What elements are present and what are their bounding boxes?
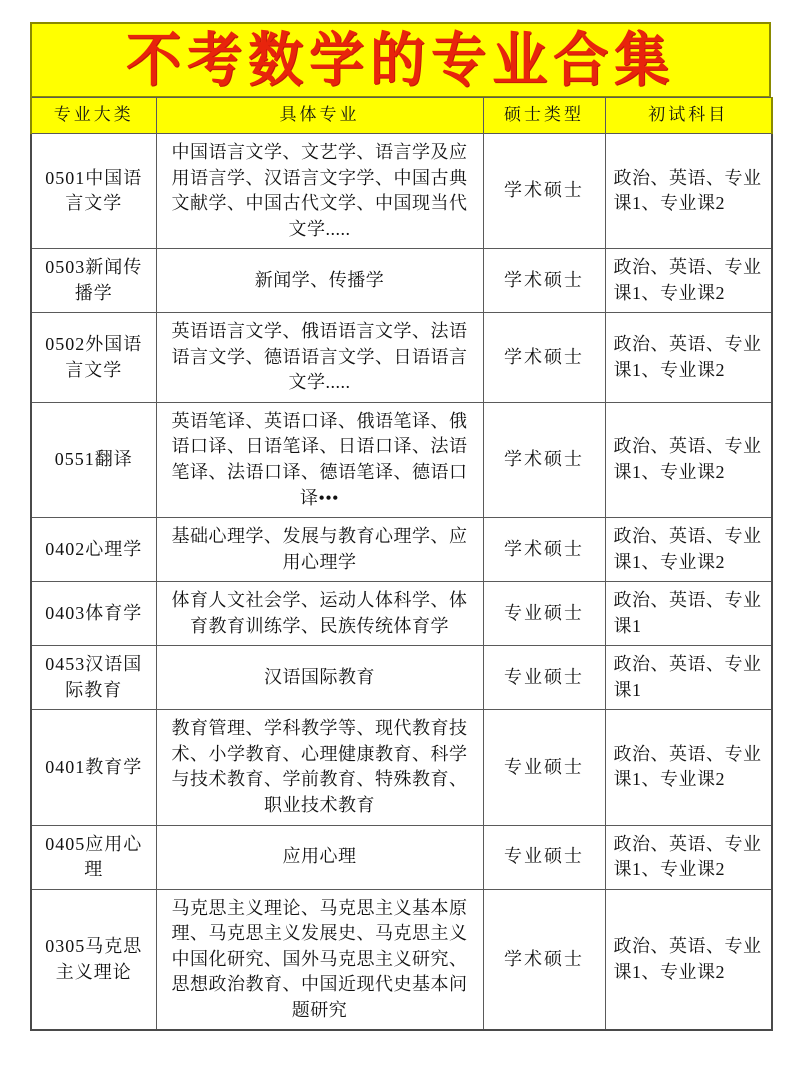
table-header-row [31, 98, 772, 134]
table-row [31, 518, 772, 582]
cell-majors: 新闻学、传播学 [156, 249, 483, 313]
cell-exam-subjects: 政治、英语、专业课1、专业课2 [605, 825, 772, 889]
cell-majors: 基础心理学、发展与教育心理学、应用心理学 [156, 518, 483, 582]
cell-degree-type: 学术硕士 [483, 134, 605, 249]
cell-exam-subjects: 政治、英语、专业课1、专业课2 [605, 402, 772, 517]
cell-degree-type: 专业硕士 [483, 825, 605, 889]
cell-degree-type: 学术硕士 [483, 249, 605, 313]
table-row [31, 582, 772, 646]
table-row [31, 889, 772, 1030]
cell-category: 0551翻译 [31, 402, 156, 517]
table-row [31, 313, 772, 403]
table-row [31, 249, 772, 313]
cell-category: 0305马克思主义理论 [31, 889, 156, 1030]
cell-category: 0402心理学 [31, 518, 156, 582]
cell-exam-subjects: 政治、英语、专业课1、专业课2 [605, 249, 772, 313]
table-row [31, 710, 772, 825]
cell-category: 0453汉语国际教育 [31, 646, 156, 710]
table-row [31, 402, 772, 517]
table-row [31, 825, 772, 889]
cell-majors: 英语语言文学、俄语语言文学、法语语言文学、德语语言文学、日语语言文学..... [156, 313, 483, 403]
cell-exam-subjects: 政治、英语、专业课1、专业课2 [605, 710, 772, 825]
table-header [31, 98, 772, 134]
cell-majors: 中国语言文学、文艺学、语言学及应用语言学、汉语言文字学、中国古典文献学、中国古代文学、中国现当代文学..... [156, 134, 483, 249]
cell-majors: 汉语国际教育 [156, 646, 483, 710]
cell-majors: 英语笔译、英语口译、俄语笔译、俄语口译、日语笔译、日语口译、法语笔译、法语口译、德语笔译、德语口译••• [156, 402, 483, 517]
cell-category: 0503新闻传播学 [31, 249, 156, 313]
cell-degree-type: 专业硕士 [483, 646, 605, 710]
table-sheet [30, 22, 771, 1031]
cell-degree-type: 学术硕士 [483, 313, 605, 403]
column-header-degree-type: 硕士类型 [483, 98, 605, 134]
cell-majors: 应用心理 [156, 825, 483, 889]
majors-table [30, 97, 773, 1031]
column-header-majors: 具体专业 [156, 98, 483, 134]
table-row [31, 134, 772, 249]
cell-degree-type: 学术硕士 [483, 518, 605, 582]
table-body [31, 134, 772, 1031]
cell-majors: 马克思主义理论、马克思主义基本原理、马克思主义发展史、马克思主义中国化研究、国外马克思主义研究、思想政治教育、中国近现代史基本问题研究 [156, 889, 483, 1030]
cell-category: 0502外国语言文学 [31, 313, 156, 403]
cell-exam-subjects: 政治、英语、专业课1 [605, 582, 772, 646]
cell-degree-type: 学术硕士 [483, 889, 605, 1030]
table-row [31, 646, 772, 710]
column-header-category: 专业大类 [31, 98, 156, 134]
cell-exam-subjects: 政治、英语、专业课1、专业课2 [605, 518, 772, 582]
cell-category: 0401教育学 [31, 710, 156, 825]
cell-degree-type: 专业硕士 [483, 710, 605, 825]
cell-exam-subjects: 政治、英语、专业课1 [605, 646, 772, 710]
column-header-exam-subjects: 初试科目 [605, 98, 772, 134]
cell-degree-type: 专业硕士 [483, 582, 605, 646]
title-banner [30, 22, 771, 97]
cell-majors: 体育人文社会学、运动人体科学、体育教育训练学、民族传统体育学 [156, 582, 483, 646]
cell-majors: 教育管理、学科教学等、现代教育技术、小学教育、心理健康教育、科学与技术教育、学前教育、特殊教育、职业技术教育 [156, 710, 483, 825]
cell-exam-subjects: 政治、英语、专业课1、专业课2 [605, 134, 772, 249]
cell-category: 0403体育学 [31, 582, 156, 646]
cell-category: 0405应用心理 [31, 825, 156, 889]
cell-degree-type: 学术硕士 [483, 402, 605, 517]
cell-exam-subjects: 政治、英语、专业课1、专业课2 [605, 889, 772, 1030]
page-title: 不考数学的专业合集 [125, 27, 675, 93]
cell-category: 0501中国语言文学 [31, 134, 156, 249]
cell-exam-subjects: 政治、英语、专业课1、专业课2 [605, 313, 772, 403]
